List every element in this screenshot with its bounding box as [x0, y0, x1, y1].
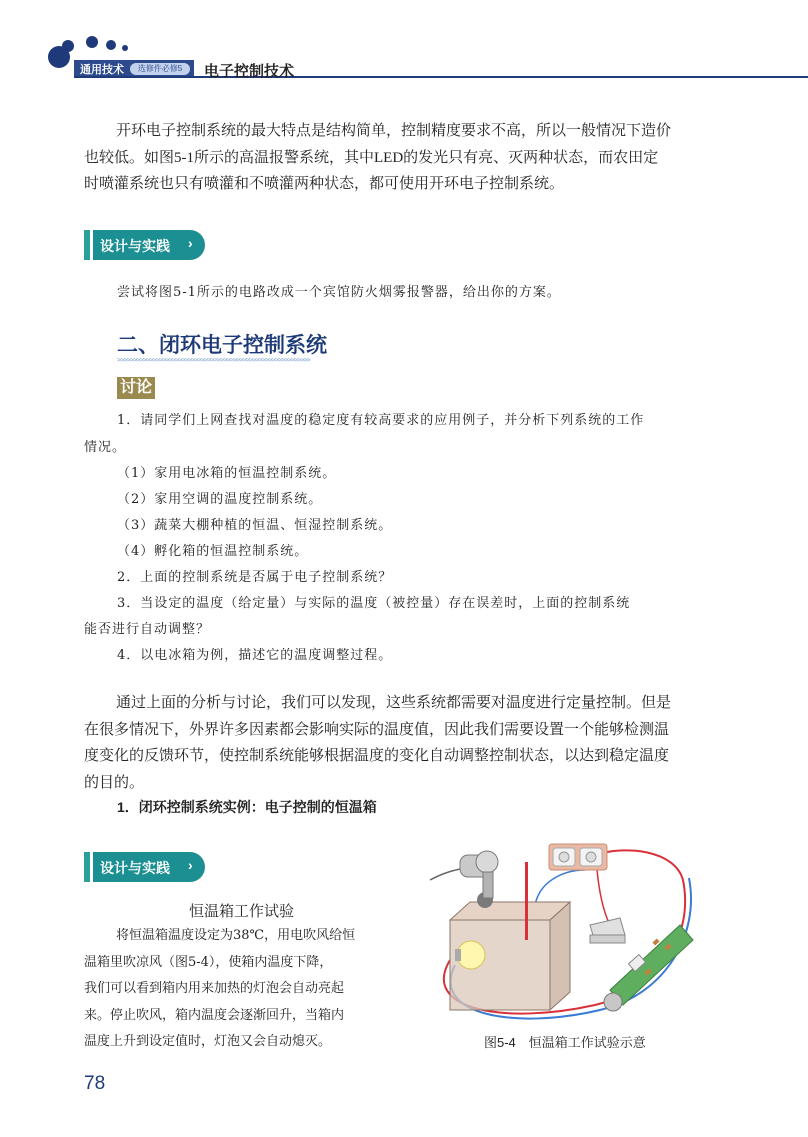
discussion-q2: 2．上面的控制系统是否属于电子控制系统？: [117, 570, 393, 585]
discussion-q3-line1: 3．当设定的温度（给定量）与实际的温度（被控量）存在误差时，上面的控制系统: [117, 596, 631, 611]
section-underline-chevrons: >>>>>>>>>>>>>>>>>>>>>>>>>>>>>>>>>>>>>>>>>>>>>>>>>>>>>>>>>>>>: [117, 358, 310, 362]
discussion-q1-line1: 1．请同学们上网查找对温度的稳定度有较高要求的应用例子，并分析下列系统的工作: [117, 413, 645, 428]
experiment-line-1: 将恒温箱温度设定为38℃，用电吹风给恒: [116, 928, 356, 943]
chevron-right-icon: ›: [188, 857, 193, 873]
intro-line-1: 开环电子控制系统的最大特点是结构简单，控制精度要求不高，所以一般情况下造价: [116, 123, 672, 139]
header-dot-3: [122, 45, 128, 51]
thermometer: [525, 862, 528, 940]
design-practice-badge-2: [84, 852, 212, 882]
experiment-line-3: 我们可以看到箱内用来加热的灯泡会自动亮起: [84, 981, 345, 996]
discussion-item-4: （4）孵化箱的恒温控制系统。: [117, 544, 309, 559]
controller-module: [590, 918, 625, 943]
analysis-paragraph: [84, 690, 724, 796]
experiment-line-5: 温度上升到设定值时，灯泡又会自动熄灭。: [84, 1034, 332, 1049]
experiment-line-4: 来。停止吹风，箱内温度会逐渐回升，当箱内: [84, 1007, 345, 1023]
discussion-q4: 4．以电冰箱为例，描述它的温度调整过程。: [117, 648, 393, 663]
discussion-q3-line2: 能否进行自动调整？: [84, 622, 211, 637]
subsection-heading: 1．闭环控制系统实例：电子控制的恒温箱: [117, 799, 377, 815]
volume-label: 选修件必修5: [130, 63, 190, 75]
experiment-body: [84, 923, 410, 1056]
power-socket: [549, 844, 607, 870]
figure-caption: 图5-4 恒温箱工作试验示意: [484, 1035, 646, 1050]
analysis-line-3: 度变化的反馈环节，使控制系统能够根据温度的变化自动调整控制状态，以达到稳定温度: [84, 748, 670, 764]
experiment-title: 恒温箱工作试验: [189, 903, 295, 920]
design-practice-badge-1: [84, 230, 212, 260]
badge-label: 设计与实践: [100, 238, 170, 254]
series-label: 通用技术: [80, 64, 124, 76]
header-rule: [74, 76, 808, 78]
sensor-wire: [535, 870, 585, 905]
book-title: 电子控制技术: [204, 63, 295, 80]
experiment-line-2: 温箱里吹凉风（图5-4），使箱内温度下降，: [84, 954, 333, 970]
badge-label: 设计与实践: [100, 860, 170, 876]
analysis-line-2: 在很多情况下，外界许多因素都会影响实际的温度值，因此我们需要设置一个能够检测温: [84, 721, 670, 738]
intro-line-3: 时喷灌系统也只有喷灌和不喷灌两种状态，都可使用开环电子控制系统。: [84, 176, 565, 192]
hair-dryer: [430, 851, 498, 898]
intro-paragraph: [84, 118, 724, 198]
header-dot-1: [86, 36, 98, 48]
discussion-item-3: （3）蔬菜大棚种植的恒温、恒湿控制系统。: [117, 518, 393, 533]
design-practice-1-text: 尝试将图5-1所示的电路改成一个宾馆防火烟雾报警器，给出你的方案。: [117, 285, 561, 300]
discussion-q1-line2: 情况。: [84, 440, 127, 455]
analysis-line-4: 的目的。: [84, 774, 145, 791]
incubator-illustration: [425, 840, 705, 1030]
header-dot-2: [106, 40, 116, 50]
analysis-line-1: 通过上面的分析与讨论，我们可以发现，这些系统都需要对温度进行定量控制。但是: [116, 695, 672, 711]
page-number: 78: [84, 1073, 106, 1094]
discussion-item-1: （1）家用电冰箱的恒温控制系统。: [117, 466, 337, 481]
intro-line-2: 也较低。如图5-1所示的高温报警系统，其中LED的发光只有亮、灭两种状态，而农田定: [84, 149, 659, 166]
header-dot-mid: [62, 40, 74, 52]
section-heading: 二、闭环电子控制系统: [117, 334, 327, 357]
discussion-tag: 讨论: [117, 377, 155, 399]
discussion-item-2: （2）家用空调的温度控制系统。: [117, 492, 323, 507]
chevron-right-icon: ›: [188, 235, 193, 251]
